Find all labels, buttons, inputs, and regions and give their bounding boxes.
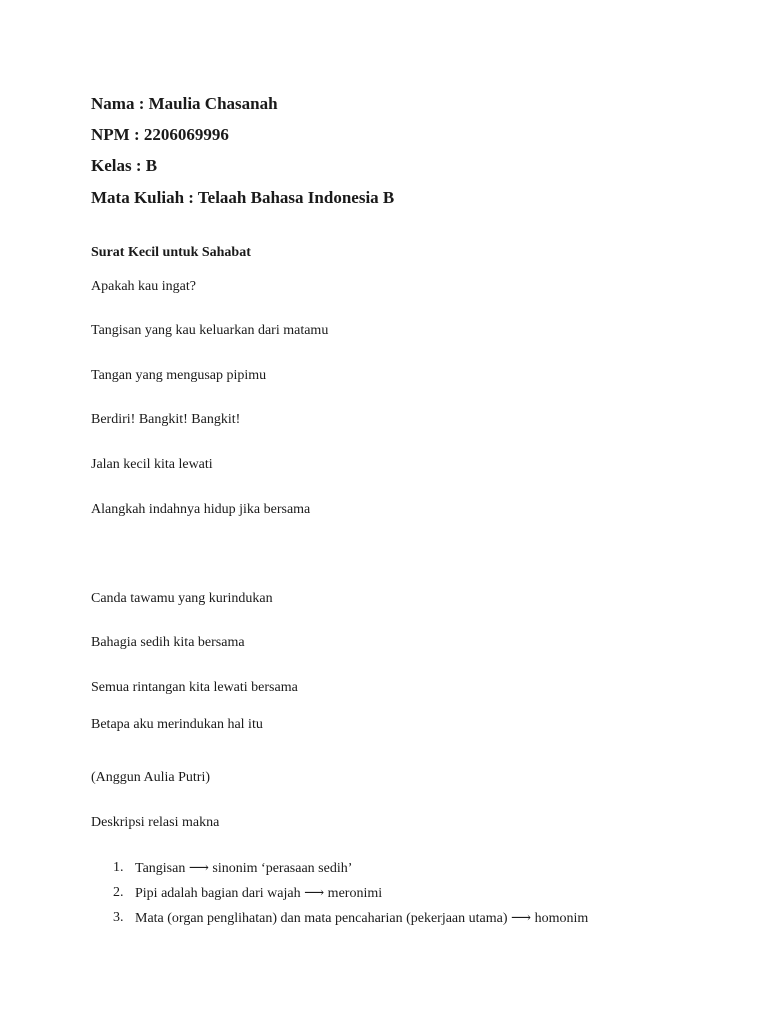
poem-title: Surat Kecil untuk Sahabat bbox=[91, 245, 251, 260]
poem-line: Apakah kau ingat? bbox=[91, 279, 196, 294]
list-text: Pipi adalah bagian dari wajah ⟶ meronimi bbox=[135, 886, 383, 901]
list-number: 1. bbox=[113, 860, 124, 875]
poem-line: Canda tawamu yang kurindukan bbox=[91, 591, 273, 606]
poem-line: Tangan yang mengusap pipimu bbox=[91, 368, 267, 383]
course-name: Mata Kuliah : Telaah Bahasa Indonesia B bbox=[91, 188, 395, 207]
list-text: Tangisan ⟶ sinonim ‘perasaan sedih’ bbox=[135, 861, 353, 876]
section-heading: Deskripsi relasi makna bbox=[91, 815, 220, 830]
student-class: Kelas : B bbox=[91, 156, 158, 175]
poem-line: Betapa aku merindukan hal itu bbox=[91, 717, 263, 732]
student-name: Nama : Maulia Chasanah bbox=[91, 94, 278, 113]
poem-author: (Anggun Aulia Putri) bbox=[91, 770, 210, 785]
list-text: Mata (organ penglihatan) dan mata pencaharian (pekerjaan utama) ⟶ homonim bbox=[135, 911, 589, 926]
poem-line: Tangisan yang kau keluarkan dari matamu bbox=[91, 323, 329, 338]
student-npm: NPM : 2206069996 bbox=[91, 125, 229, 144]
poem-line: Alangkah indahnya hidup jika bersama bbox=[91, 502, 311, 517]
list-number: 3. bbox=[113, 910, 124, 925]
poem-line: Bahagia sedih kita bersama bbox=[91, 635, 245, 650]
poem-line: Jalan kecil kita lewati bbox=[91, 457, 213, 472]
list-number: 2. bbox=[113, 885, 124, 900]
poem-line: Semua rintangan kita lewati bersama bbox=[91, 680, 298, 695]
poem-line: Berdiri! Bangkit! Bangkit! bbox=[91, 412, 241, 427]
